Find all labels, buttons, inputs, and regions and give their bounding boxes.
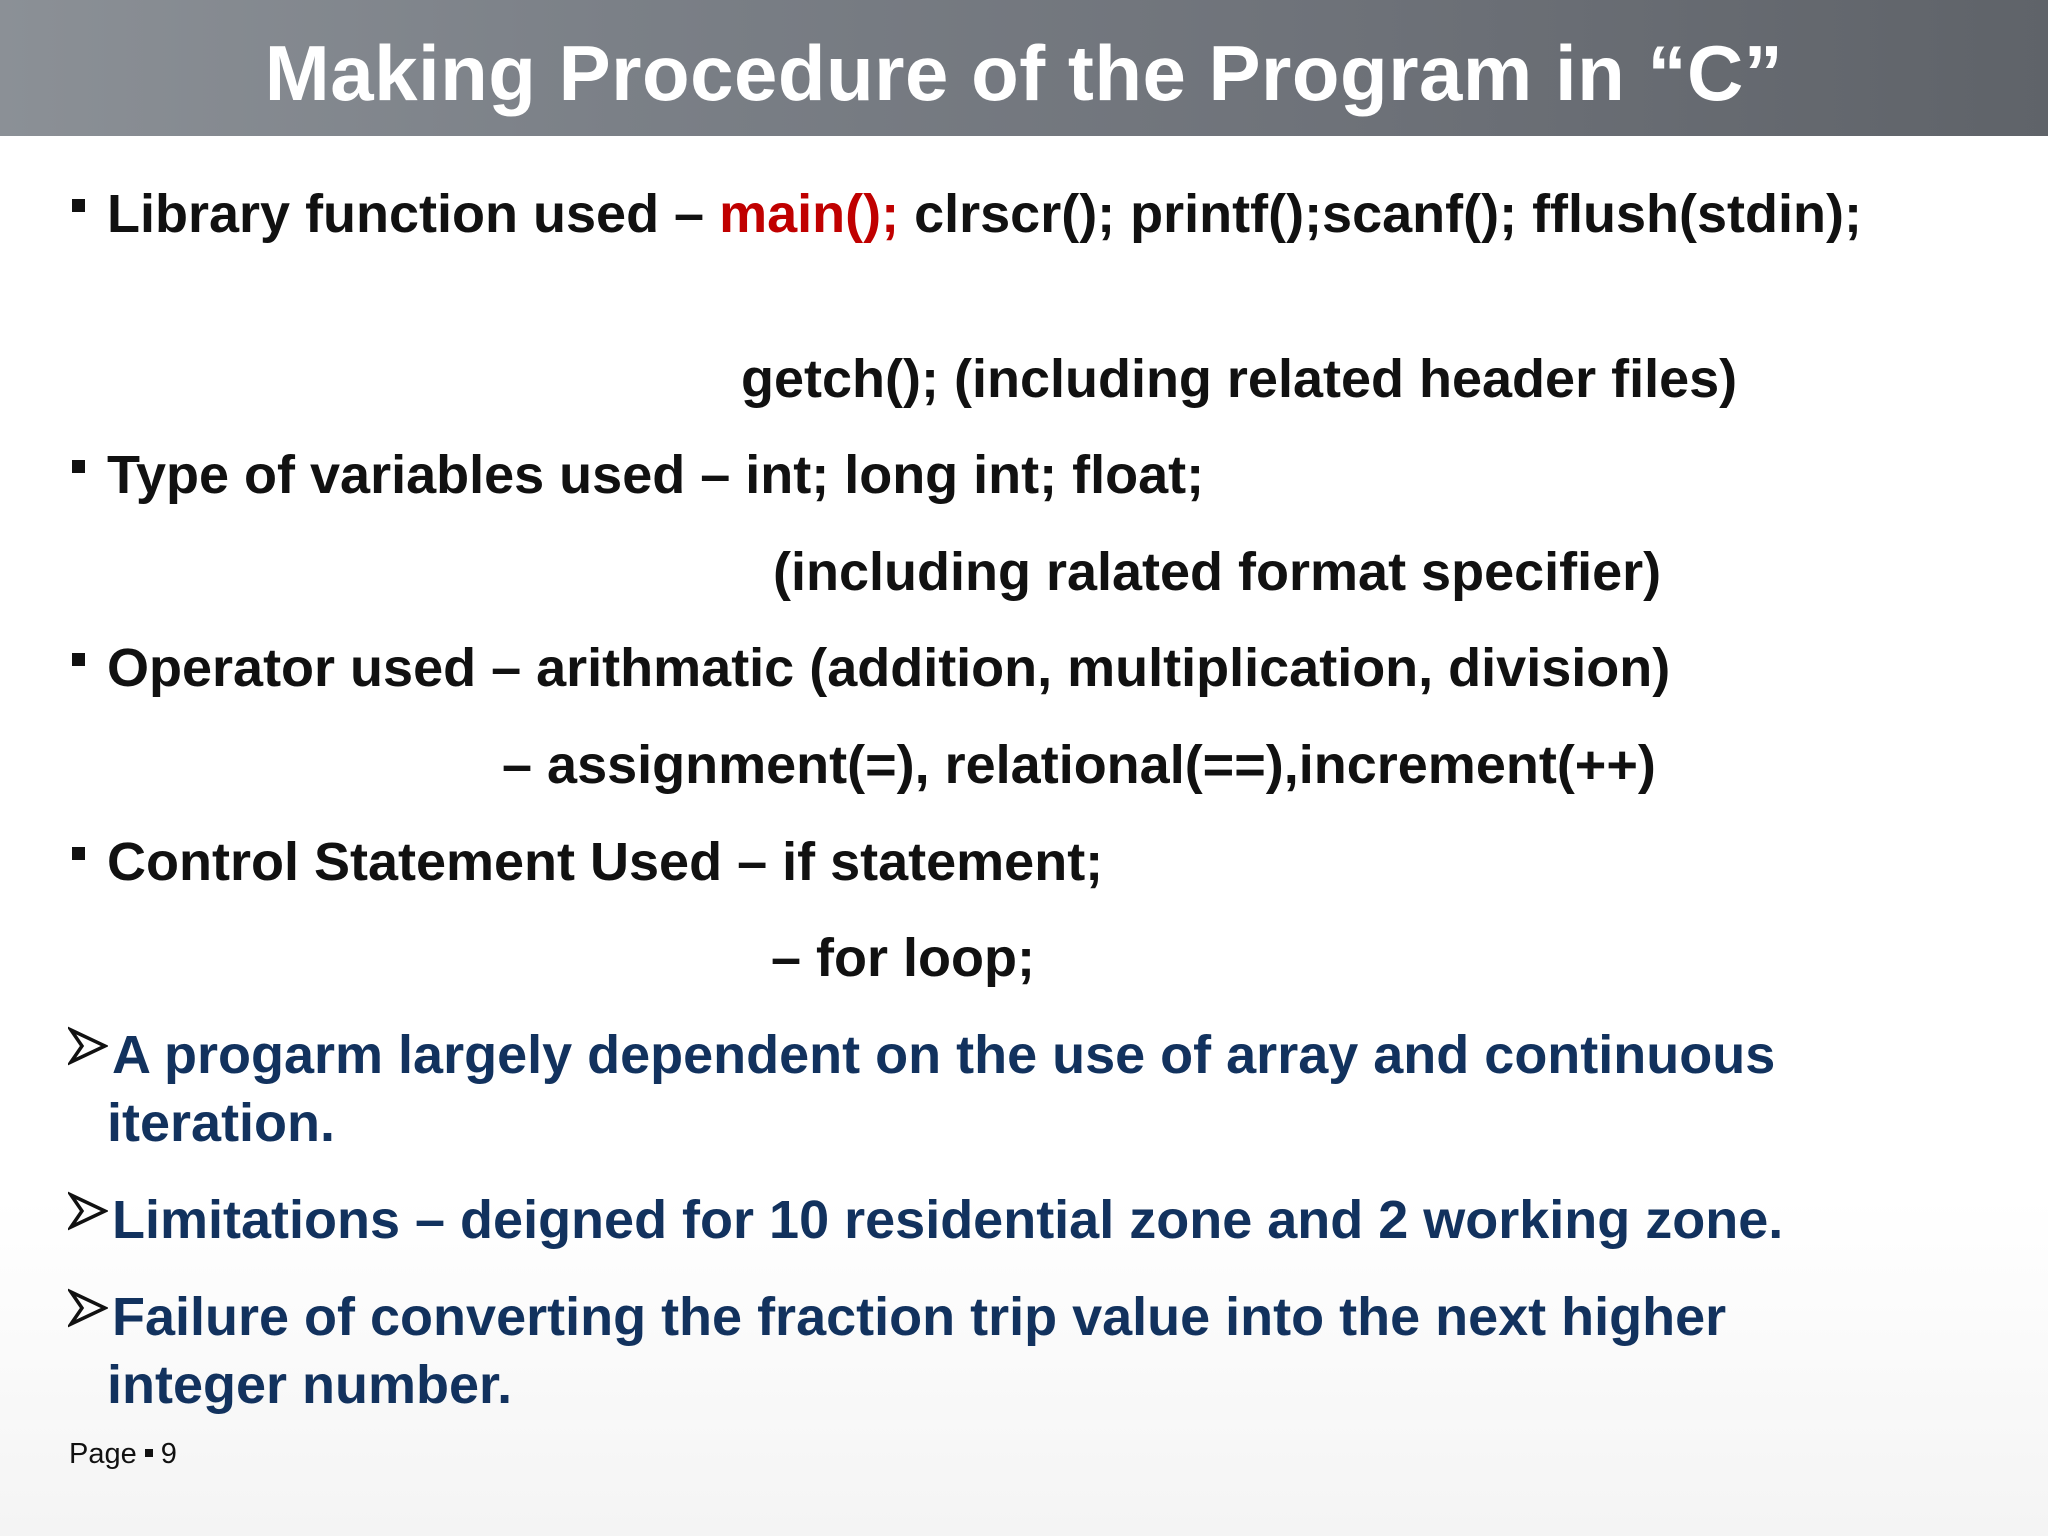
bullet-control: Control Statement Used – if statement; [107,832,1104,892]
variables-continuation: (including ralated format specifier) [773,542,1662,602]
bullet-variables: Type of variables used – int; long int; float; [107,445,1205,505]
note-3-line-1: Failure of converting the fraction trip value into the next higher [112,1287,1727,1347]
library-prefix: Library function used – [107,184,720,244]
bullet-library [107,183,1862,245]
slide-title: Making Procedure of the Program in “C” [264,29,1784,117]
library-continuation: getch(); (including related header files) [741,349,1738,409]
square-bullet-icon [72,460,85,473]
arrow-bullet-icon [68,1026,108,1066]
note-3-line-2: integer number. [107,1355,513,1415]
arrow-bullet-icon [68,1288,108,1328]
note-1-line-2: iteration. [107,1093,336,1153]
square-bullet-icon [72,199,85,212]
square-bullet-icon [72,847,85,860]
operator-continuation: – assignment(=), relational(==),increment(++) [502,735,1656,795]
title-bar [0,0,2048,136]
library-rest: clrscr(); printf();scanf(); fflush(stdin); [899,184,1862,244]
note-2-line-1: Limitations – deigned for 10 residential zone and 2 working zone. [112,1190,1784,1250]
library-highlight: main(); [719,184,900,244]
arrow-bullet-icon [68,1191,108,1231]
page-footer [69,1438,177,1471]
page-number: 9 [160,1438,177,1470]
bullet-operator: Operator used – arithmatic (addition, multiplication, division) [107,638,1671,698]
control-continuation: – for loop; [771,928,1035,988]
square-bullet-icon [72,653,85,666]
footer-separator-icon [145,1449,153,1457]
note-1-line-1: A progarm largely dependent on the use of array and continuous [112,1025,1776,1085]
page-label: Page [69,1438,137,1470]
